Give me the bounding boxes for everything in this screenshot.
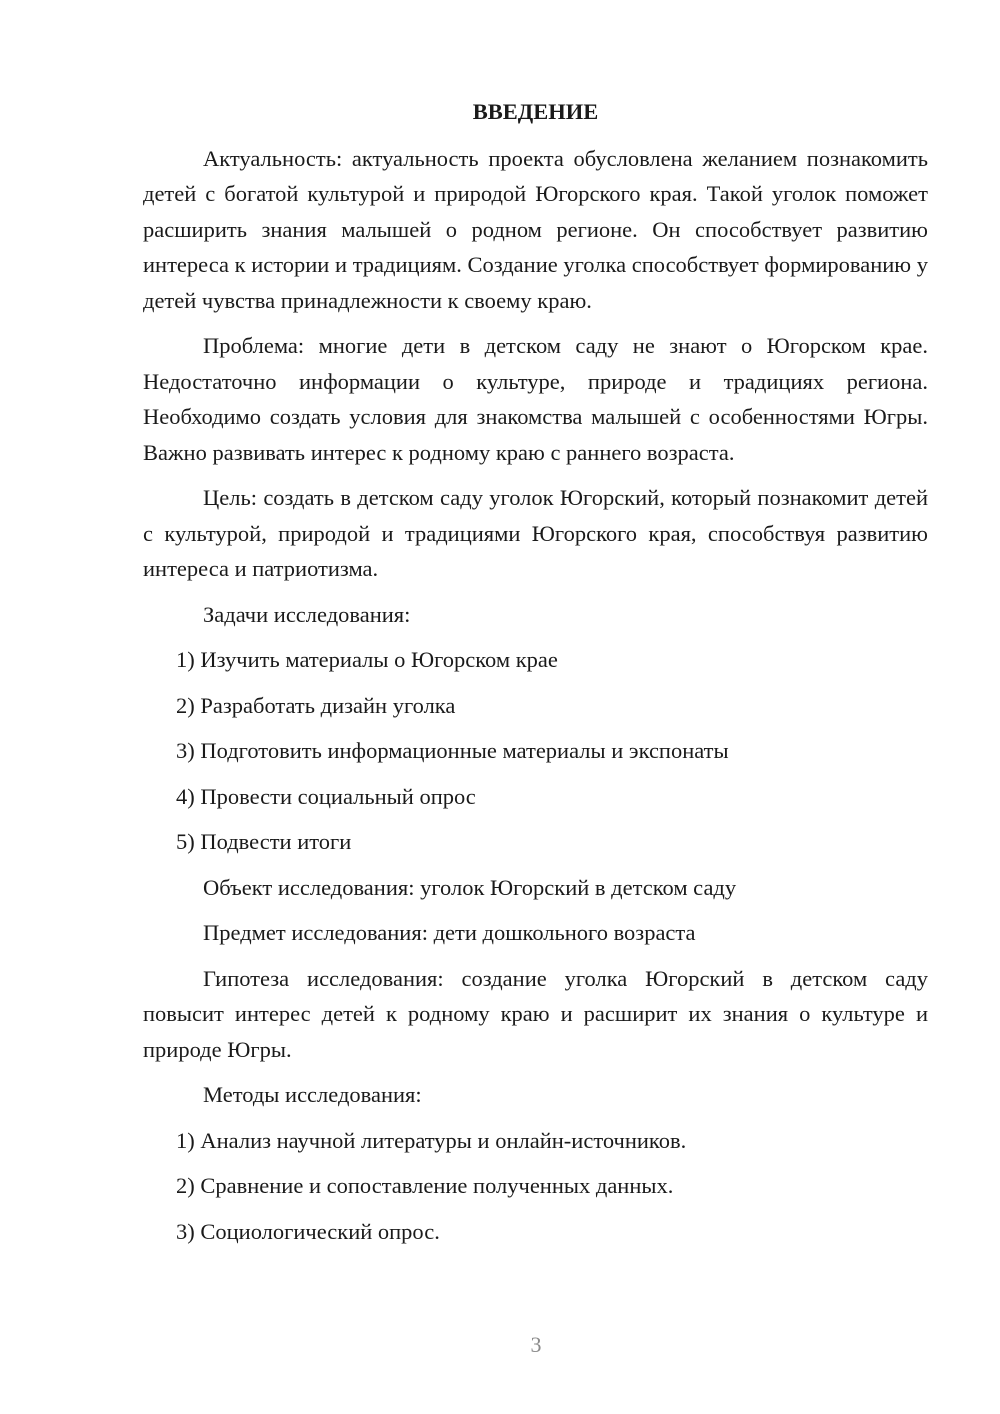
tasks-heading: Задачи исследования: bbox=[203, 601, 411, 627]
research-subject: Предмет исследования: дети дошкольного возраста bbox=[203, 920, 696, 945]
method-item: 1) Анализ научной литературы и онлайн-источников. bbox=[176, 1127, 687, 1153]
method-item: 2) Сравнение и сопоставление полученных данных. bbox=[176, 1173, 674, 1198]
section-title: ВВЕДЕНИЕ bbox=[472, 99, 599, 124]
task-item: 1) Изучить материалы о Югорском крае bbox=[176, 647, 558, 672]
goal-paragraph: Цель: создать в детском саду уголок Югорский, который познакомит детей с культурой, природой и традициями Югорского края, способствуя развитию интереса и патриотизма. bbox=[143, 485, 928, 581]
task-item: 2) Разработать дизайн уголка bbox=[176, 692, 456, 718]
task-item: 3) Подготовить информационные материалы и экспонаты bbox=[176, 738, 729, 763]
problem-paragraph: Проблема: многие дети в детском саду не знают о Югорском крае. Недостаточно информации о культуре, природе и традициях региона. Необходимо создать условия для знакомства малышей с особенностями Югры. Важно развивать интерес к родному краю с раннего возраста. bbox=[143, 333, 928, 465]
method-item: 3) Социологический опрос. bbox=[176, 1218, 440, 1244]
page-number: 3 bbox=[530, 1332, 542, 1357]
research-object: Объект исследования: уголок Югорский в детском саду bbox=[203, 874, 737, 900]
relevance-paragraph: Актуальность: актуальность проекта обусловлена желанием познакомить детей с богатой культурой и природой Югорского края. Такой уголок поможет расширить знания малышей о родном регионе. Он способствует развитию интереса к истории и традициям. Создание уголка способствует формированию у детей чувства принадлежности к своему краю. bbox=[143, 145, 928, 313]
methods-heading: Методы исследования: bbox=[203, 1082, 422, 1107]
page-content bbox=[143, 94, 928, 1259]
hypothesis-paragraph: Гипотеза исследования: создание уголка Югорский в детском саду повысит интерес детей к родному краю и расширит их знания о культуре и природе Югры. bbox=[143, 965, 928, 1062]
task-item: 5) Подвести итоги bbox=[176, 829, 352, 854]
task-item: 4) Провести социальный опрос bbox=[176, 783, 476, 809]
